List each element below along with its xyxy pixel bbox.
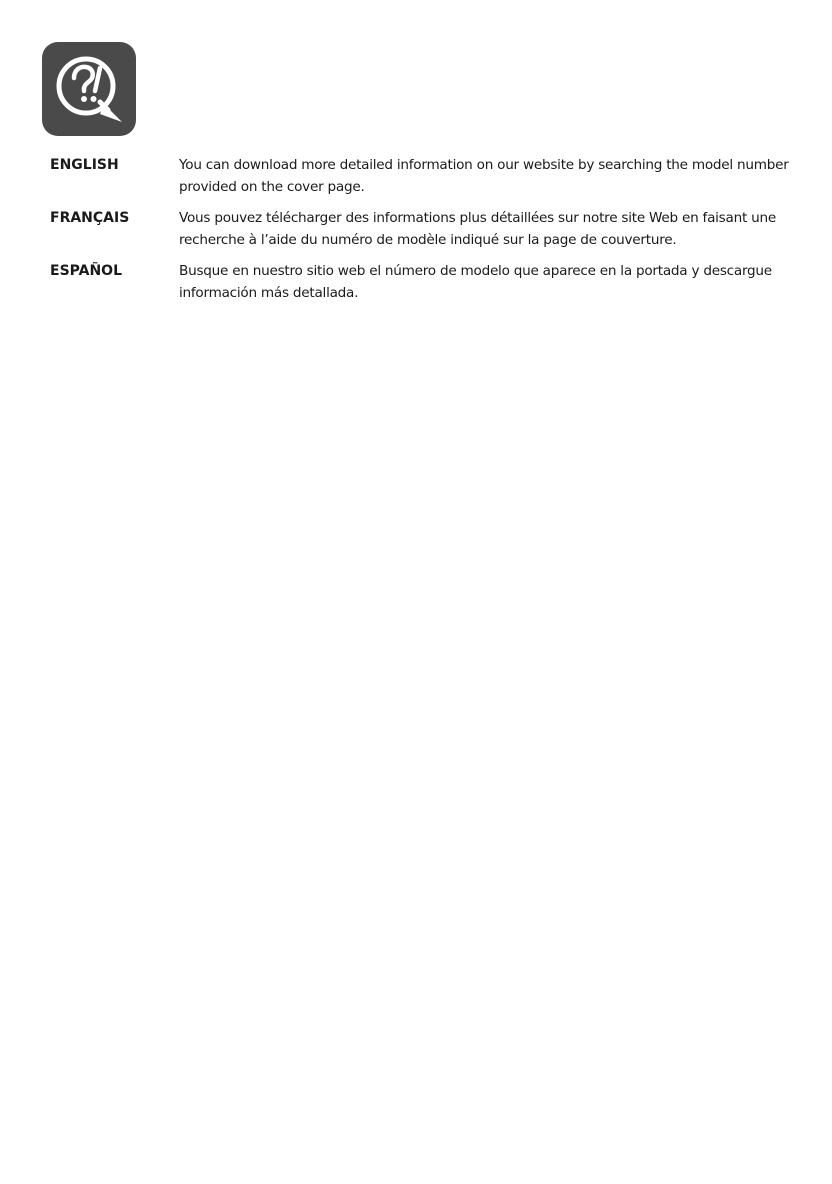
language-label: FRANÇAIS — [50, 210, 130, 226]
language-label: ESPAÑOL — [50, 263, 122, 279]
language-row-french — [50, 207, 790, 251]
language-info-list — [50, 154, 790, 313]
language-description: Vous pouvez télécharger des informations plus détaillées sur notre site Web en faisant une recherche à l’aide du numéro de modèle indiqué sur la page de couverture. — [179, 210, 776, 248]
language-description: Busque en nuestro sitio web el número de modelo que aparece en la portada y descargue información más detallada. — [179, 263, 772, 301]
language-label: ENGLISH — [50, 157, 119, 173]
language-row-spanish — [50, 260, 790, 304]
question-exclamation-icon — [42, 42, 136, 136]
help-speech-bubble-icon — [42, 42, 136, 136]
language-row-english — [50, 154, 790, 198]
language-description: You can download more detailed information on our website by searching the model number provided on the cover page. — [179, 157, 789, 195]
